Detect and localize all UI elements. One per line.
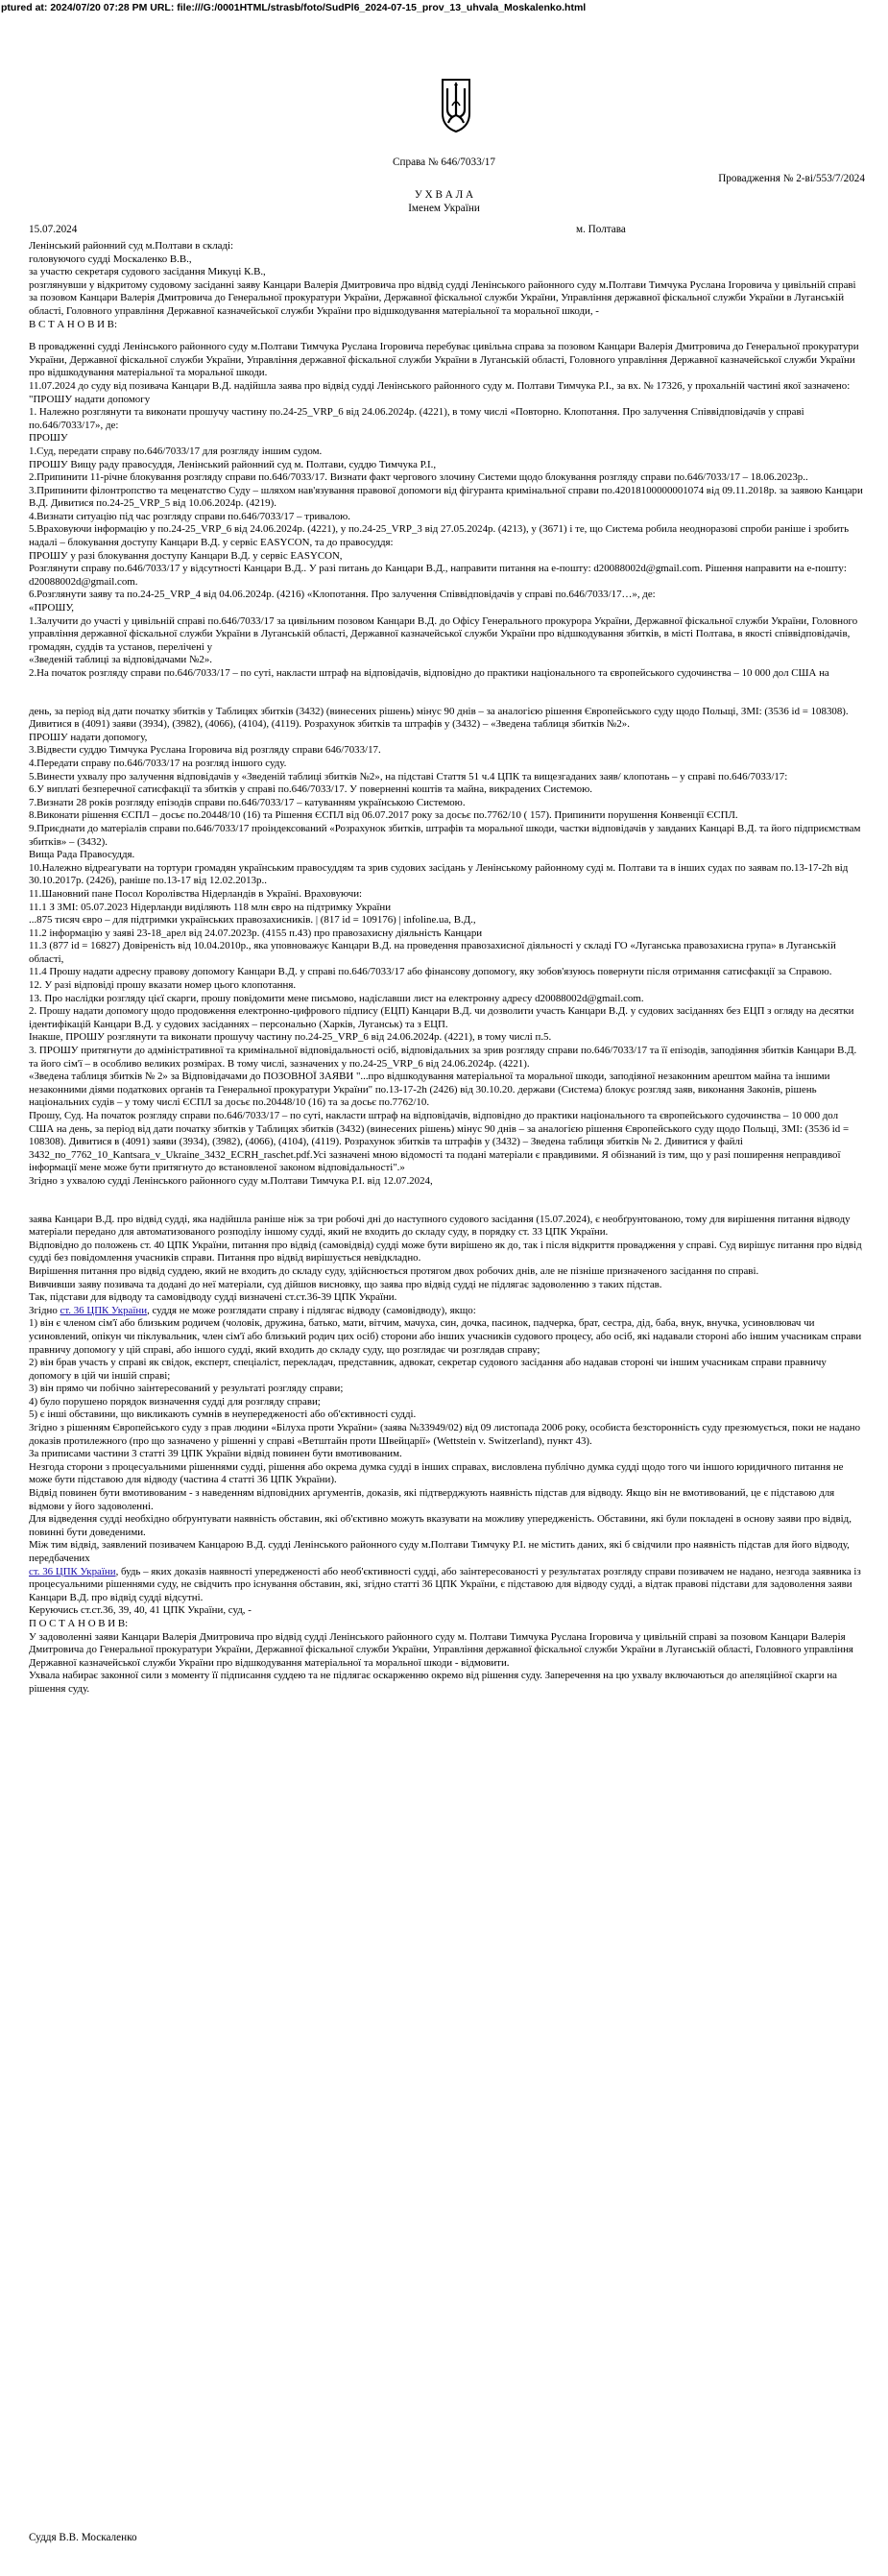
trident-emblem-icon xyxy=(440,77,472,134)
secretary-line: за участю секретаря судового засідання Микуці К.В., xyxy=(29,266,266,278)
paragraph: Так, підстави для відводу та самовідводу судді визначені ст.ст.36-39 ЦПК України. xyxy=(29,1291,397,1304)
paragraph: «ПРОШУ, xyxy=(29,602,75,614)
art36b-tail xyxy=(29,1566,864,1605)
paragraph: Вивчивши заяву позивача та додані до неї матеріали, суд дійшов висновку, що заява про відвід судді не підлягає задоволенню з таких підстав. xyxy=(29,1278,662,1290)
paragraph: заява Канцари В.Д. про відвід судді, яка надійшла раніше ніж за три робочі дні до наступного судового засідання (15.07.2024), є необґрунтованою, тому для вирішення питання відводу матеріали передано для автоматизованого розподілу іншому судді, який не входить до складу суду, в порядку ст. 33 ЦПК України. xyxy=(29,1213,851,1239)
guided-line: Керуючись ст.ст.36, 39, 40, 41 ЦПК України, суд, - xyxy=(29,1604,252,1617)
paragraph: "ПРОШУ надати допомогу xyxy=(29,393,151,405)
decided-text: У задоволенні заяви Канцари Валерія Дмитровича про відвід судді Ленінського районного суду м. Полтави Тимчука Руслана Ігоровича у цивільній справі за позовом Канцари Валерія Дмитровича до Генеральної прокуратури України, Державної фіскальної служби України, Управління державної фіскальної служби України в Луганській області, Головного управління Державної казначейської служби України про відшкодування матеріальної та моральної шкоди - відмовити. xyxy=(29,1630,853,1669)
grounds-section xyxy=(29,1317,864,1565)
paragraph: Відвід повинен бути вмотивованим - з наведенням відповідних аргументів, доказів, які підтверджують наявність підстав для відводу. Якщо він не вмотивований, це є підставою для відмови у його задоволенні. xyxy=(29,1487,835,1512)
paragraph: «Зведеній таблиці за відповідачами №2». xyxy=(29,654,212,666)
document-date: 15.07.2024 xyxy=(29,224,78,235)
art36b-suffix: , будь – яких доказів наявності упередженості або необ'єктивності судді, або заінтересованості у результатах розгляду справи позивачем не надано, незгода заявника із процесуальними рішеннями суду, не свідчить про існування обставин, які, згідно статті 36 ЦПК України, є підставою для відводу судді, а відтак правові підстави для задоволення заяви Канцари В.Д. про відвід судді відсутні. xyxy=(29,1565,861,1603)
paragraph: 1) він є членом сім'ї або близьким родичем (чоловік, дружина, батько, мати, вітчим, мачуха, син, дочка, пасинок, падчерка, брат, сестра, дід, баба, внук, внучка, усиновлювач чи усиновлений, опікун чи піклувальник, член сім'ї або близький родич цих осіб) сторони або інших учасників судового процесу, або осіб, які надавали стороні або іншим учасникам справи правничу допомогу у цій справі, або іншого судді, який входить до складу суду, що розглядає чи розглядав справу; xyxy=(29,1317,862,1356)
paragraph: 2. Прошу надати допомогу щодо продовження електронно-цифрового підпису (ЕЦП) Канцари В.Д. чи дозволити участь Канцари В.Д. у судових засіданнях без ЕЦП з огляду на десятки ідентифікацій Канцари В.Д. у судових засіданнях – персонально (Харків, Луганськ) та з ЕЦП. xyxy=(29,1005,854,1030)
paragraph: В провадженні судді Ленінського районного суду м.Полтави Тимчука Руслана Ігоровича перебуває цивільна справа за позовом Канцари Валерія Дмитровича до Генеральної прокуратури України, Державної фіскальної служби України, Управління державної фіскальної служби України в Луганській області, Головного управління Державної казначейської служби України про відшкодування матеріальної та моральної шкоди. xyxy=(29,341,859,379)
document-body xyxy=(29,240,864,1697)
paragraph: ...875 тисяч євро – для підтримки українських правозахисників. | (817 id = 109176) | infoline.ua, В.Д., xyxy=(29,914,476,927)
paragraph: Прошу, Суд. На початок розгляду справи по.646/7033/17 – по суті, накласти штраф на відповідачів, відповідно до практики національного та європейського судочинства – 10 000 дол США на день, за період від дати початку збитків у Таблицях збитків (3432) (винесених рішень) мінус 90 днів – за аналогією рішення Європейського суду щодо Польщі, ЗМІ: (3536 id = 108308). Дивитися в (4091) заяви (3934), (3982), (4066), (4104), (4119). Розрахунок збитків та штрафів у (3432) – Зведена таблиця збитків № 2. Дивитися у файлі 3432_по_7762_10_Kantsara_v_Ukraine_3432_ECRH_raschet.pdf.Усі зазначені мною відомості та подані матеріали є правдивими. Я обізнаний із тим, що у разі поширення неправдивої інформації мене може бути притягнуто до встановленої законом відповідальності".» xyxy=(29,1110,850,1174)
paragraph: 1.Суд, передати справу по.646/7033/17 для розгляду іншим судом. xyxy=(29,445,323,457)
paragraph: 3) він прямо чи побічно заінтересований у результаті розгляду справи; xyxy=(29,1383,344,1395)
paragraph: 11.07.2024 до суду від позивача Канцари В.Д. надійшла заява про відвід судді Ленінського районного суду м. Полтави Тимчука Р.І., за вх. № 17326, у прохальній частині якої зазначено: xyxy=(29,379,851,392)
reasoning-section xyxy=(29,1214,864,1305)
paragraph: 2) він брав участь у справі як свідок, експерт, спеціаліст, перекладач, представник, адвокат, секретар судового засідання або надавав стороні чи іншим учасникам справи правничу допомогу в цій чи іншій справі; xyxy=(29,1357,827,1382)
paragraph: 9.Приєднати до матеріалів справи по.646/7033/17 проіндексований «Розрахунок збитків, штрафів та моральної шкоди, частки відповідачів у завданих Канцарі В.Д. та його підприємствам збитків» – (3432). xyxy=(29,822,861,848)
paragraph: 10.Належно відреагувати на тортури громадян українським правосуддям та зрив судових засідань у Ленінському районному суді м. Полтави та в інших судах по заявам по.13-17-2h від 30.10.2017р. (2426), раніше по.13-17 від 12.02.2013р.. xyxy=(29,861,849,887)
paragraph: 1. Належно розглянути та виконати прошучу частину по.24-25_VRP_6 від 24.06.2024р. (4221), в тому числі «Повторно. Клопотання. Про залучення Співвідповідачів у справі по.646/7033/17», де: xyxy=(29,406,804,431)
paragraph: 5) є інші обставини, що викликають сумнів в неупередженості або об'єктивності судді. xyxy=(29,1408,417,1421)
paragraph: Розглянути справу по.646/7033/17 у відсутності Канцари В.Д.. У разі питань до Канцари В.Д., направити питання на е-поштy: d20088002d@gmail.com. Рішення направити на е-поштy: d20088002d@gmail.com. xyxy=(29,563,847,588)
art36-link[interactable]: ст. 36 ЦПК України xyxy=(60,1304,148,1316)
paragraph: «Зведена таблиця збитків № 2» за Відповідачами до ПОЗОВНОЇ ЗАЯВИ "...про відшкодування матеріальної та моральної шкоди, заподіяної незаконним арештом майна та іншими незаконними діями податкових органів та Генеральної прокуратури України" по.13-17-2h (2426) від 30.10.20. держави (Система) блокує розгляд заяв, виконання Законів, рішень національних судів – у тому числі ЄСПЛ за досьє по.20448/10 (16) та за досьє по.7762/10. xyxy=(29,1071,830,1109)
paragraph: 11.3 (877 id = 16827) Довіреність від 10.04.2010р., яка уповноважує Канцари В.Д. на проведення правозахисної діяльності у складі ГО «Луганська правозахисна група» в Луганській області, xyxy=(29,940,836,965)
paragraph: 11.Шановний пане Посол Королівства Нідерландів в Україні. Враховуючи: xyxy=(29,887,363,900)
case-number: Справа № 646/7033/17 xyxy=(393,156,495,168)
paragraph: ПРОШУ Вищу раду правосуддя, Ленінський районний суд м. Полтави, суддю Тимчука Р.І., xyxy=(29,458,437,470)
paragraph: 2.Припинити 11-річне блокування розгляду справи по.646/7033/17. Визнати факт чергового злочину Системи щодо блокування розгляду справи по.646/7033/17 – 18.06.2023р.. xyxy=(29,471,808,484)
paragraph: 13. Про наслідки розгляду цієї скарги, прошу повідомити мене письмово, надіславши лист на електронну адресу d20088002d@gmail.com. xyxy=(29,992,644,1004)
paragraph: 4) було порушено порядок визначення судді для розгляду справи; xyxy=(29,1395,321,1408)
paragraph: 3.Припинити філонтропство та меценатство Суду – шляхом нав'язування правової допомоги від фігуранта кримінальної справи по.42018100000001074 від 09.11.2018р. за заявою Канцари В.Д. Дивитися по.24-25_VRP_5 від 10.06.2024р. (4219). xyxy=(29,484,863,510)
paragraph: 11.2 інформацію у заяві 23-18_арел від 24.07.2023р. (4155 п.43) про правозахисну діяльність Канцари xyxy=(29,927,483,939)
paragraph: Згідно з ухвалою судді Ленінського районного суду м.Полтави Тимчука Р.І. від 12.07.2024, xyxy=(29,1174,433,1187)
document-title: У Х В А Л А xyxy=(414,189,474,201)
intro-paragraph: розглянувши у відкритому судовому засіданні заяву Канцари Валерія Дмитровича про відвід судді Ленінського районного суду м.Полтави Тимчука Руслана Ігоровича у цивільній справі за позовом Канцари Валерія Дмитровича до Генеральної прокуратури України, Державної фіскальної служби України, Управління державної фіскальної служби України в Луганській області, Головного управління Державної казначейської служби України про відшкодування матеріальної та моральної шкоди, - xyxy=(29,278,856,317)
art36b-link[interactable]: ст. 36 ЦПК України xyxy=(29,1565,116,1577)
court-line: Ленінський районний суд м.Полтави в складі: xyxy=(29,240,234,252)
document-city: м. Полтава xyxy=(576,224,626,235)
art36-suffix: , суддя не може розглядати справу і підлягає відводу (самовідводу), якщо: xyxy=(147,1304,476,1316)
paragraph: Вища Рада Правосуддя. xyxy=(29,849,135,861)
paragraph: 8.Виконати рішення ЄСПЛ – досьє по.20448/10 (16) та Рішення ЄСПЛ від 06.07.2017 року за досьє по.7762/10 ( 157). Припинити порушення Конвенції ЄСПЛ. xyxy=(29,809,738,822)
claim-section-1 xyxy=(29,341,864,680)
proceeding-number: Провадження № 2-ві/553/7/2024 xyxy=(718,173,865,184)
document-subtitle: Іменем України xyxy=(408,203,480,214)
capture-header: ptured at: 2024/07/20 07:28 PM URL: file:///G:/0001HTML/strasb/foto/SudPl6_2024-07-15_prov_13_uhvala_Moskalenko.html xyxy=(1,2,587,13)
paragraph: Між тим відвід, заявлений позивачем Канцарою В.Д. судді Ленінського районного суду м.Полтави Тимчуку Р.І. не містить даних, які б свідчили про наявність підстав для його відводу, передбачених xyxy=(29,1539,850,1564)
paragraph: Інакше, ПРОШУ розглянути та виконати прошучу частину по.24-25_VRP_6 від 24.06.2024р. (4221), в тому числі п.5. xyxy=(29,1031,552,1044)
paragraph: Згідно з рішенням Європейського суду з прав людини «Білуха проти України» (заява №33949/02) від 09 листопада 2006 року, особиста безсторонність суду презюмується, поки не надано доказів протилежного (про що зазначено у рішенні у справі «Ветштайн проти Швейцарії» (Wettstein v. Switzerland), пункт 43). xyxy=(29,1422,861,1447)
decided-heading: П О С Т А Н О В И В: xyxy=(29,1617,129,1629)
art36-paragraph xyxy=(29,1305,864,1318)
paragraph: 5.Враховуючи інформацію у по.24-25_VRP_6 від 24.06.2024р. (4221), у по.24-25_VRP_3 від 27.05.2024р. (4213), у (3671) і те, що Система робила неодноразові спроби раніше і зробить надалі – блокування доступу Канцари В.Д. у сервіс EASYCON, та до правосуддя: xyxy=(29,523,850,549)
paragraph: 3. ПРОШУ притягнути до адміністративної та кримінальної відповідальності осіб, відповідальних за зрив розгляду справи по.646/7033/17 та її епізодів, заподіяння збитків Канцари В.Д. та його сім'ї – в особливо великих розмірах. В тому числі, зазначених у по.24-25_VRP_6 від 24.06.2024р. (4221). xyxy=(29,1045,857,1070)
paragraph: 3.Відвести суддю Тимчука Руслана Ігоровича від розгляду справи 646/7033/17. xyxy=(29,744,381,757)
paragraph: день, за період від дати початку збитків у Таблицях збитків (3432) (винесених рішень) мінус 90 днів – за аналогією рішення Європейського суду щодо Польщі, ЗМІ: (3536 id = 108308). Дивитися в (4091) заяви (3934), (3982), (4066), (4104), (4119). Розрахунок збитків та штрафів у (3432) – «Зведена таблиця збитків №2». xyxy=(29,705,849,731)
paragraph: 1.Залучити до участі у цивільній справі по.646/7033/17 за цивільним позовом Канцари В.Д. до Офісу Генерального прокурора України, Державної фіскальної служби України, Головного управління державної фіскальної служби України в Луганській області, Державної казначейської служби України про відшкодування збитків, в місті Полтава, в якості співвідповідачів, громадян, суддів та установ, перелічені у xyxy=(29,614,858,653)
paragraph: ПРОШУ надати допомогу, xyxy=(29,731,148,743)
paragraph: 11.4 Прошу надати адресну правову допомогу Канцари В.Д. у справі по.646/7033/17 або фінансову допомогу, яку зобов'язуюсь повернути після отримання сатисфакції за Справою. xyxy=(29,966,832,978)
paragraph: 4.Визнати ситуацію під час розгляду справи по.646/7033/17 – тривалою. xyxy=(29,510,351,522)
paragraph: 11.1 З ЗМІ: 05.07.2023 Нідерланди виділяють 118 млн євро на підтримку України xyxy=(29,901,392,913)
paragraph: 12. У разі відповіді прошу вказати номер цього клопотання. xyxy=(29,979,297,992)
paragraph: За приписами частини 3 статті 39 ЦПК України відвід повинен бути вмотивованим. xyxy=(29,1448,402,1460)
paragraph: 4.Передати справу по.646/7033/17 на розгляд іншого суду. xyxy=(29,757,287,769)
paragraph: ПРОШУ xyxy=(29,432,68,445)
art36-prefix: Згідно xyxy=(29,1304,60,1316)
paragraph: Відповідно до положень ст. 40 ЦПК України, питання про відвід (самовідвід) судді може бути вирішено як до, так і після відкриття провадження у справі. Суд вирішує питання про відвід судді без повідомлення учасників справи. Питання про відвід вирішується невідкладно. xyxy=(29,1239,862,1264)
paragraph: ПРОШУ у разі блокування доступу Канцари В.Д. у сервіс EASYCON, xyxy=(29,549,343,562)
paragraph: 6.Розглянути заяву та по.24-25_VRP_4 від 04.06.2024р. (4216) «Клопотання. Про залучення Співвідповідачів у справі по.646/7033/17…», де: xyxy=(29,589,656,601)
paragraph: Для відведення судді необхідно обґрунтувати наявність обставин, які об'єктивно можуть вказувати на можливу упередженість. Обставини, які були покладені в основу заяви про відвід, повинні бути доведеними. xyxy=(29,1513,852,1538)
claim-section-2 xyxy=(29,706,864,1189)
paragraph: Незгода сторони з процесуальними рішеннями судді, рішення або окрема думка судді в інших справах, висловлена публічно думка судді щодо того чи іншого юридичного питання не може бути підставою для відводу (частина 4 статті 36 ЦПК України). xyxy=(29,1460,844,1486)
judge-line: головуючого судді Москаленко В.В., xyxy=(29,253,192,265)
established-heading: В С Т А Н О В И В: xyxy=(29,318,117,330)
paragraph: 5.Винести ухвалу про залучення відповідачів у «Зведеній таблиці збитків №2», на підставі Стаття 51 ч.4 ЦПК та вищезгаданих заяв/ клопотань – у справі по.646/7033/17: xyxy=(29,770,788,782)
paragraph: Вирішення питання про відвід суддею, який не входить до складу суду, здійснюється протягом двох робочих днів, але не пізніше призначеного засідання по справі. xyxy=(29,1264,759,1277)
final-note: Ухвала набирає законної сили з моменту її підписання суддею та не підлягає оскарженню окремо від рішення суду. Заперечення на цю ухвалу включаються до апеляційної скарги на рішення суду. xyxy=(29,1670,837,1695)
signature: Суддя В.В. Москаленко xyxy=(29,2532,137,2543)
paragraph: 2.На початок розгляду справи по.646/7033/17 – по суті, накласти штраф на відповідачів, відповідно до практики національного та європейського судочинства – 10 000 дол США на xyxy=(29,667,829,679)
paragraph: 6.У виплаті безперечної сатисфакції та збитків у справі по.646/7033/17. У поверненні коштів та майна, викрадених Системою. xyxy=(29,783,592,796)
paragraph: 7.Визнати 28 років розгляду епізодів справи по.646/7033/17 – катуванням українською Системою. xyxy=(29,796,466,808)
